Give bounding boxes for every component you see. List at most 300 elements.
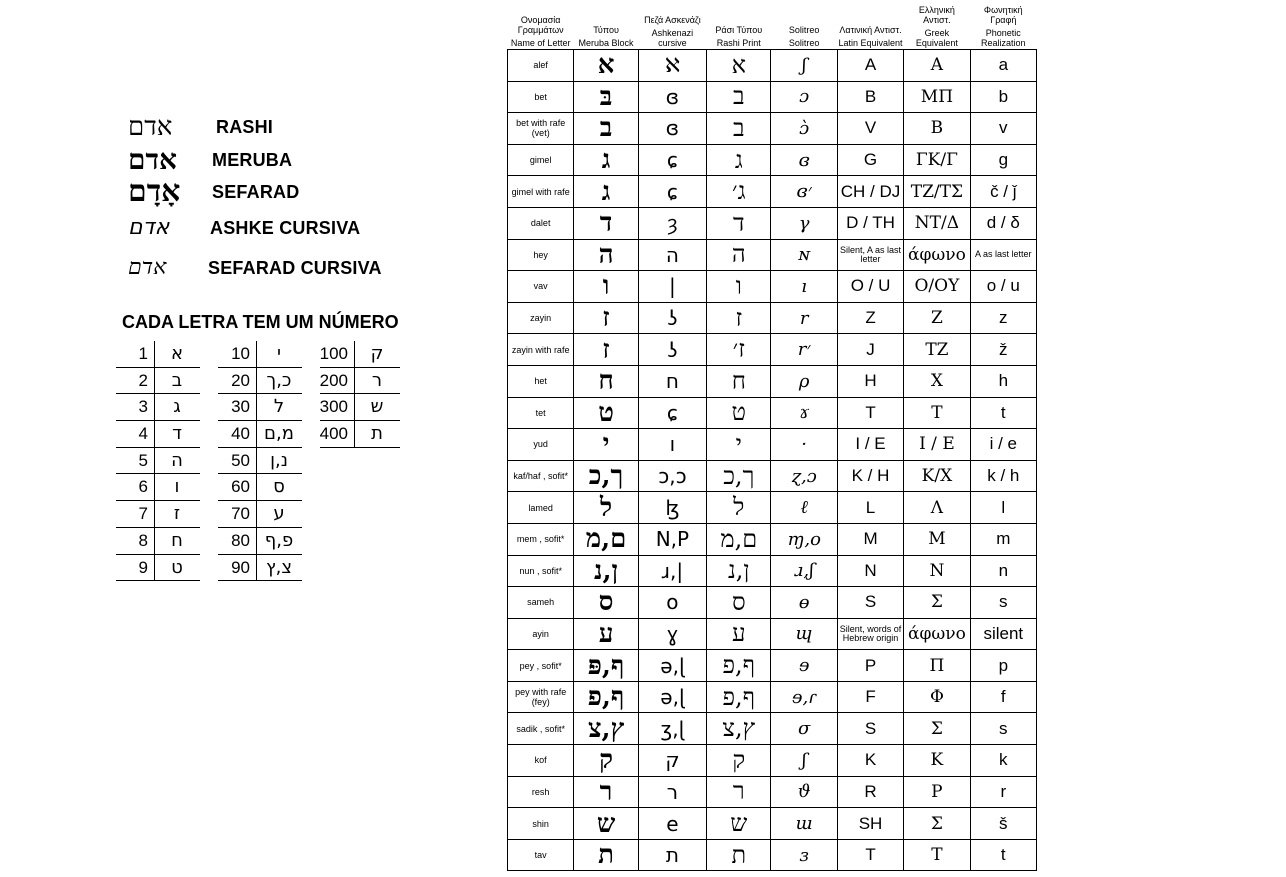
letter-name: pey with rafe (fey) <box>508 681 574 713</box>
number-value: 10 <box>214 341 257 367</box>
rashi-glyph: ע <box>707 618 771 650</box>
greek-equivalent: άφωνο <box>904 239 970 271</box>
number-letter: ד <box>172 423 182 445</box>
meruba-glyph: ץ,צ <box>574 713 638 745</box>
phonetic-realization: m <box>970 523 1036 555</box>
number-letter: ח <box>171 529 183 551</box>
letter-name: pey , sofit* <box>508 650 574 682</box>
table-row <box>508 776 1037 808</box>
greek-equivalent: T <box>904 397 970 429</box>
style-row-meruba <box>128 143 292 177</box>
solitreo-glyph: γ <box>771 207 837 239</box>
table-row <box>508 334 1037 366</box>
table-row <box>508 81 1037 113</box>
letter-name: het <box>508 365 574 397</box>
meruba-glyph: ש <box>574 808 638 840</box>
number-row <box>116 368 200 395</box>
column-header-greek: Λατινική Αντιστ. <box>839 25 902 35</box>
number-row <box>116 528 200 555</box>
letter-name: tet <box>508 397 574 429</box>
ashkenazi-glyph: ɕ <box>638 176 706 208</box>
ashkenazi-glyph: ח <box>638 365 706 397</box>
number-value: 8 <box>112 528 155 554</box>
number-column-units <box>116 341 200 581</box>
latin-equivalent: V <box>837 113 903 145</box>
table-row <box>508 745 1037 777</box>
table-row <box>508 365 1037 397</box>
meruba-sample-icon: אדם <box>128 143 177 176</box>
greek-equivalent: M <box>904 523 970 555</box>
column-header-greek: Solitreo <box>788 25 820 35</box>
rashi-glyph: ק <box>707 745 771 777</box>
letter-name: bet <box>508 81 574 113</box>
latin-equivalent: J <box>837 334 903 366</box>
column-header-english: Meruba Block <box>578 38 634 48</box>
number-value: 1 <box>112 341 155 367</box>
number-value: 200 <box>312 368 355 394</box>
rashi-glyph: ץ,צ <box>707 713 771 745</box>
latin-equivalent: F <box>837 681 903 713</box>
column-header-greek: Τύπου <box>593 25 619 35</box>
greek-equivalent: I / E <box>904 429 970 461</box>
number-value: 40 <box>214 421 257 447</box>
ashkenazi-glyph: ℵ <box>638 50 706 82</box>
table-row <box>508 239 1037 271</box>
column-header <box>638 0 706 50</box>
phonetic-realization: s <box>970 713 1036 745</box>
solitreo-glyph: r <box>771 302 837 334</box>
phonetic-realization: z <box>970 302 1036 334</box>
ashkenazi-glyph: ɕ <box>638 397 706 429</box>
letter-name: dalet <box>508 207 574 239</box>
style-row-ashke-cursive <box>128 211 360 245</box>
number-column-hundreds <box>320 341 400 448</box>
latin-equivalent: T <box>837 397 903 429</box>
table-row <box>508 839 1037 871</box>
phonetic-realization: k <box>970 745 1036 777</box>
letter-name: yud <box>508 429 574 461</box>
rashi-glyph: א <box>707 50 771 82</box>
sefarad-cursive-sample-icon: אדם <box>128 255 167 280</box>
number-letter: א <box>170 343 184 364</box>
ashkenazi-glyph: ʖ <box>638 334 706 366</box>
latin-equivalent: D / TH <box>837 207 903 239</box>
number-value: 400 <box>312 421 355 447</box>
number-letter: ר <box>371 369 383 391</box>
ashkenazi-glyph: o <box>638 587 706 619</box>
number-letter: צ,ץ <box>265 556 293 578</box>
rashi-glyph: ל <box>707 492 771 524</box>
table-row <box>508 429 1037 461</box>
ashkenazi-glyph: ת <box>638 839 706 871</box>
meruba-glyph: י <box>574 429 638 461</box>
meruba-glyph: ם,מ <box>574 523 638 555</box>
number-row <box>116 474 200 501</box>
greek-equivalent: Λ <box>904 492 970 524</box>
latin-equivalent: S <box>837 713 903 745</box>
table-row <box>508 492 1037 524</box>
greek-equivalent: ΓΚ/Γ <box>904 144 970 176</box>
phonetic-realization: g <box>970 144 1036 176</box>
solitreo-glyph: ɔ <box>771 81 837 113</box>
ashkenazi-glyph: ɔ,ɔ <box>638 460 706 492</box>
table-row <box>508 144 1037 176</box>
greek-equivalent: άφωνο <box>904 618 970 650</box>
greek-equivalent: Σ <box>904 713 970 745</box>
rashi-glyph: ם,מ <box>707 523 771 555</box>
column-header-english: Ashkenazi cursive <box>651 28 694 48</box>
table-row <box>508 713 1037 745</box>
letter-name: kof <box>508 745 574 777</box>
phonetic-realization: f <box>970 681 1036 713</box>
latin-equivalent: M <box>837 523 903 555</box>
meruba-glyph: ף,פּ <box>574 650 638 682</box>
number-letter: ו <box>174 476 180 498</box>
greek-equivalent: NT/Δ <box>904 207 970 239</box>
greek-equivalent: ΜΠ <box>904 81 970 113</box>
letter-name: nun , sofit* <box>508 555 574 587</box>
phonetic-realization: h <box>970 365 1036 397</box>
greek-equivalent: T <box>904 839 970 871</box>
greek-equivalent: Z <box>904 302 970 334</box>
solitreo-glyph: ɴ <box>771 239 837 271</box>
column-header-english: Latin Equivalent <box>838 38 903 48</box>
hebrew-alphabet-table <box>507 0 1037 871</box>
greek-equivalent: X <box>904 365 970 397</box>
solitreo-glyph: ʃ <box>771 745 837 777</box>
solitreo-glyph: ɰ <box>771 618 837 650</box>
ashke-cursive-sample-icon: אדם <box>128 215 170 240</box>
column-header-english: Greek Equivalent <box>915 28 958 48</box>
ashkenazi-glyph: ר <box>638 776 706 808</box>
phonetic-realization: d / δ <box>970 207 1036 239</box>
number-value: 90 <box>214 555 257 581</box>
rashi-glyph: ה <box>707 239 771 271</box>
rashi-glyph: ו <box>707 271 771 303</box>
letter-name: resh <box>508 776 574 808</box>
meruba-glyph: ל <box>574 492 638 524</box>
column-header <box>904 0 970 50</box>
table-row <box>508 50 1037 82</box>
rashi-glyph: ז <box>707 302 771 334</box>
rashi-glyph: ש <box>707 808 771 840</box>
number-value: 2 <box>112 368 155 394</box>
letter-name: sameh <box>508 587 574 619</box>
ashkenazi-glyph: ɮ <box>638 492 706 524</box>
rashi-glyph: ב <box>707 81 771 113</box>
style-row-sefarad-cursive <box>128 251 382 285</box>
ashkenazi-glyph: ɹ,| <box>638 555 706 587</box>
solitreo-glyph: ɘ <box>771 650 837 682</box>
number-row <box>218 341 302 368</box>
latin-equivalent: N <box>837 555 903 587</box>
latin-equivalent: O / U <box>837 271 903 303</box>
greek-equivalent: N <box>904 555 970 587</box>
table-row <box>508 460 1037 492</box>
greek-equivalent: P <box>904 776 970 808</box>
numbers-title: CADA LETRA TEM UM NÚMERO <box>122 312 399 332</box>
style-label-sefarad-cursive: SEFARAD CURSIVA <box>208 257 382 278</box>
solitreo-glyph: ϑ <box>771 776 837 808</box>
solitreo-glyph: ı <box>771 271 837 303</box>
table-row <box>508 523 1037 555</box>
letter-name: hey <box>508 239 574 271</box>
meruba-glyph: ד <box>574 207 638 239</box>
latin-equivalent: R <box>837 776 903 808</box>
letter-name: gimel <box>508 144 574 176</box>
column-header-greek: Ονομασία Γραμμάτων <box>517 15 564 35</box>
style-row-sefarad <box>128 175 299 209</box>
column-header-greek: Φωνητική Γραφή <box>983 5 1023 25</box>
meruba-glyph: ר <box>574 776 638 808</box>
meruba-glyph: ז <box>574 334 638 366</box>
column-header-greek: Ράσι Τύπου <box>715 25 763 35</box>
meruba-glyph: א <box>574 50 638 82</box>
number-value: 100 <box>312 341 355 367</box>
ashkenazi-glyph: | <box>638 271 706 303</box>
table-row <box>508 555 1037 587</box>
number-row <box>116 501 200 528</box>
solitreo-glyph: ɱ,ο <box>771 523 837 555</box>
solitreo-glyph: ɜ <box>771 839 837 871</box>
greek-equivalent: A <box>904 50 970 82</box>
rashi-glyph: ר <box>707 776 771 808</box>
phonetic-realization: č / ǰ <box>970 176 1036 208</box>
latin-equivalent: Silent, A as last letter <box>837 239 903 271</box>
phonetic-realization: k / h <box>970 460 1036 492</box>
meruba-glyph: ז <box>574 302 638 334</box>
number-row <box>116 394 200 421</box>
number-row <box>218 474 302 501</box>
column-header <box>508 0 574 50</box>
ashkenazi-glyph: ȝ <box>638 207 706 239</box>
number-row <box>116 555 200 582</box>
rashi-glyph: ך,כ <box>707 460 771 492</box>
style-label-ashke-cursive: ASHKE CURSIVA <box>210 217 361 238</box>
number-column-tens <box>218 341 302 581</box>
number-letter: ק <box>370 343 384 364</box>
style-label-sefarad: SEFARAD <box>212 181 300 202</box>
phonetic-realization: r <box>970 776 1036 808</box>
phonetic-realization: š <box>970 808 1036 840</box>
number-letter: ש <box>370 396 384 418</box>
number-row <box>320 368 400 395</box>
number-value: 7 <box>112 501 155 527</box>
ashkenazi-glyph: ɕ <box>638 144 706 176</box>
latin-equivalent: S <box>837 587 903 619</box>
column-header-english: Rashi Print <box>716 38 761 48</box>
number-letter: ס <box>273 476 285 498</box>
ashkenazi-glyph: ı <box>638 429 706 461</box>
greek-equivalent: Σ <box>904 808 970 840</box>
column-header-greek: Ελληνική Αντιστ. <box>918 5 955 25</box>
latin-equivalent: P <box>837 650 903 682</box>
rashi-glyph: ף,פ <box>707 681 771 713</box>
number-value: 300 <box>312 394 355 420</box>
latin-equivalent: A <box>837 50 903 82</box>
phonetic-realization: s <box>970 587 1036 619</box>
table-row <box>508 207 1037 239</box>
greek-equivalent: TZ/TΣ <box>904 176 970 208</box>
column-header <box>707 0 771 50</box>
greek-equivalent: K/X <box>904 460 970 492</box>
solitreo-glyph: ɞ׳ <box>771 176 837 208</box>
phonetic-realization: silent <box>970 618 1036 650</box>
column-header-greek: Πεζά Ασκενάζι <box>644 15 701 25</box>
number-value: 50 <box>214 448 257 474</box>
table-row <box>508 271 1037 303</box>
ashkenazi-glyph: ɞ <box>638 81 706 113</box>
number-letter: ג <box>173 396 181 418</box>
greek-equivalent: B <box>904 113 970 145</box>
column-header <box>837 0 903 50</box>
meruba-glyph: ס <box>574 587 638 619</box>
number-value: 20 <box>214 368 257 394</box>
table-header-row <box>508 0 1037 50</box>
phonetic-realization: l <box>970 492 1036 524</box>
table-row <box>508 618 1037 650</box>
number-row <box>218 528 302 555</box>
solitreo-glyph: ρ <box>771 365 837 397</box>
table-row <box>508 681 1037 713</box>
number-value: 70 <box>214 501 257 527</box>
table-row <box>508 587 1037 619</box>
number-row <box>218 448 302 475</box>
number-row <box>218 394 302 421</box>
sefarad-sample-icon: אָדָם <box>128 174 181 209</box>
number-row <box>218 368 302 395</box>
number-row <box>320 394 400 421</box>
number-letter: כ,ך <box>266 369 292 391</box>
number-letter: ב <box>171 369 183 391</box>
ashkenazi-glyph: ה <box>638 239 706 271</box>
solitreo-glyph: ɵ <box>771 587 837 619</box>
letter-name: ayin <box>508 618 574 650</box>
ashkenazi-glyph: ק <box>638 745 706 777</box>
solitreo-glyph: ɀ,ɔ <box>771 460 837 492</box>
phonetic-realization: n <box>970 555 1036 587</box>
letter-name: sadik , sofit* <box>508 713 574 745</box>
table-row <box>508 650 1037 682</box>
solitreo-glyph: ℓ <box>771 492 837 524</box>
solitreo-glyph: ɤ <box>771 397 837 429</box>
number-value: 60 <box>214 474 257 500</box>
number-value: 9 <box>112 555 155 581</box>
meruba-glyph: ט <box>574 397 638 429</box>
column-header <box>771 0 837 50</box>
rashi-glyph: ת <box>707 839 771 871</box>
column-header-english: Solitreo <box>788 38 820 48</box>
letter-name: tav <box>508 839 574 871</box>
number-value: 6 <box>112 474 155 500</box>
rashi-glyph: ד <box>707 207 771 239</box>
meruba-glyph: ק <box>574 745 638 777</box>
number-letter: ה <box>171 449 183 471</box>
table-body <box>508 50 1037 871</box>
meruba-glyph: ן,נ <box>574 555 638 587</box>
number-letter: י <box>276 343 282 364</box>
number-value: 3 <box>112 394 155 420</box>
table-row <box>508 113 1037 145</box>
table-row <box>508 808 1037 840</box>
number-row <box>116 448 200 475</box>
ashkenazi-glyph: ʒ,ɭ <box>638 713 706 745</box>
greek-equivalent: TZ <box>904 334 970 366</box>
style-label-meruba: MERUBA <box>212 149 293 170</box>
number-row <box>218 555 302 582</box>
rashi-glyph: ט <box>707 397 771 429</box>
latin-equivalent: B <box>837 81 903 113</box>
number-letter: ז <box>173 503 181 525</box>
greek-equivalent: K <box>904 745 970 777</box>
solitreo-glyph: · <box>771 429 837 461</box>
phonetic-realization: o / u <box>970 271 1036 303</box>
greek-equivalent: O/OY <box>904 271 970 303</box>
letter-name: gimel with rafe <box>508 176 574 208</box>
rashi-glyph: ז׳ <box>707 334 771 366</box>
meruba-glyph: ה <box>574 239 638 271</box>
number-row <box>320 341 400 368</box>
rashi-glyph: ג׳ <box>707 176 771 208</box>
latin-equivalent: Silent, words of Hebrew origin <box>837 618 903 650</box>
phonetic-realization: a <box>970 50 1036 82</box>
number-letter: נ,ן <box>270 449 288 471</box>
phonetic-realization: A as last letter <box>970 239 1036 271</box>
solitreo-glyph: ɹ,ʃ <box>771 555 837 587</box>
ashkenazi-glyph: e <box>638 808 706 840</box>
solitreo-glyph: ɯ <box>771 808 837 840</box>
ashkenazi-glyph: ə,ɭ <box>638 650 706 682</box>
meruba-glyph: ב <box>574 113 638 145</box>
table-row <box>508 302 1037 334</box>
number-row <box>116 341 200 368</box>
meruba-glyph: ח <box>574 365 638 397</box>
latin-equivalent: I / E <box>837 429 903 461</box>
phonetic-realization: i / e <box>970 429 1036 461</box>
letter-name: alef <box>508 50 574 82</box>
rashi-glyph: ב <box>707 113 771 145</box>
column-header-english: Name of Letter <box>510 38 571 48</box>
phonetic-realization: t <box>970 397 1036 429</box>
rashi-sample-icon: אדם <box>128 112 173 142</box>
number-letter: פ,ף <box>264 529 294 551</box>
ashkenazi-glyph: ɞ <box>638 113 706 145</box>
latin-equivalent: Z <box>837 302 903 334</box>
greek-equivalent: Σ <box>904 587 970 619</box>
latin-equivalent: L <box>837 492 903 524</box>
table-row <box>508 176 1037 208</box>
solitreo-glyph: ʃ <box>771 50 837 82</box>
letter-name: bet with rafe (vet) <box>508 113 574 145</box>
number-letter: ל <box>273 396 285 418</box>
number-value: 5 <box>112 448 155 474</box>
letter-name: lamed <box>508 492 574 524</box>
meruba-glyph: ג <box>574 176 638 208</box>
letter-name: vav <box>508 271 574 303</box>
number-letter: ת <box>371 423 383 445</box>
greek-equivalent: Φ <box>904 681 970 713</box>
meruba-glyph: ג <box>574 144 638 176</box>
number-letter: ע <box>273 503 285 525</box>
phonetic-realization: t <box>970 839 1036 871</box>
letter-name: kaf/haf , sofit* <box>508 460 574 492</box>
latin-equivalent: SH <box>837 808 903 840</box>
solitreo-glyph: σ <box>771 713 837 745</box>
latin-equivalent: T <box>837 839 903 871</box>
style-row-rashi <box>128 110 273 144</box>
number-letter: מ,ם <box>264 423 294 445</box>
number-row <box>116 421 200 448</box>
